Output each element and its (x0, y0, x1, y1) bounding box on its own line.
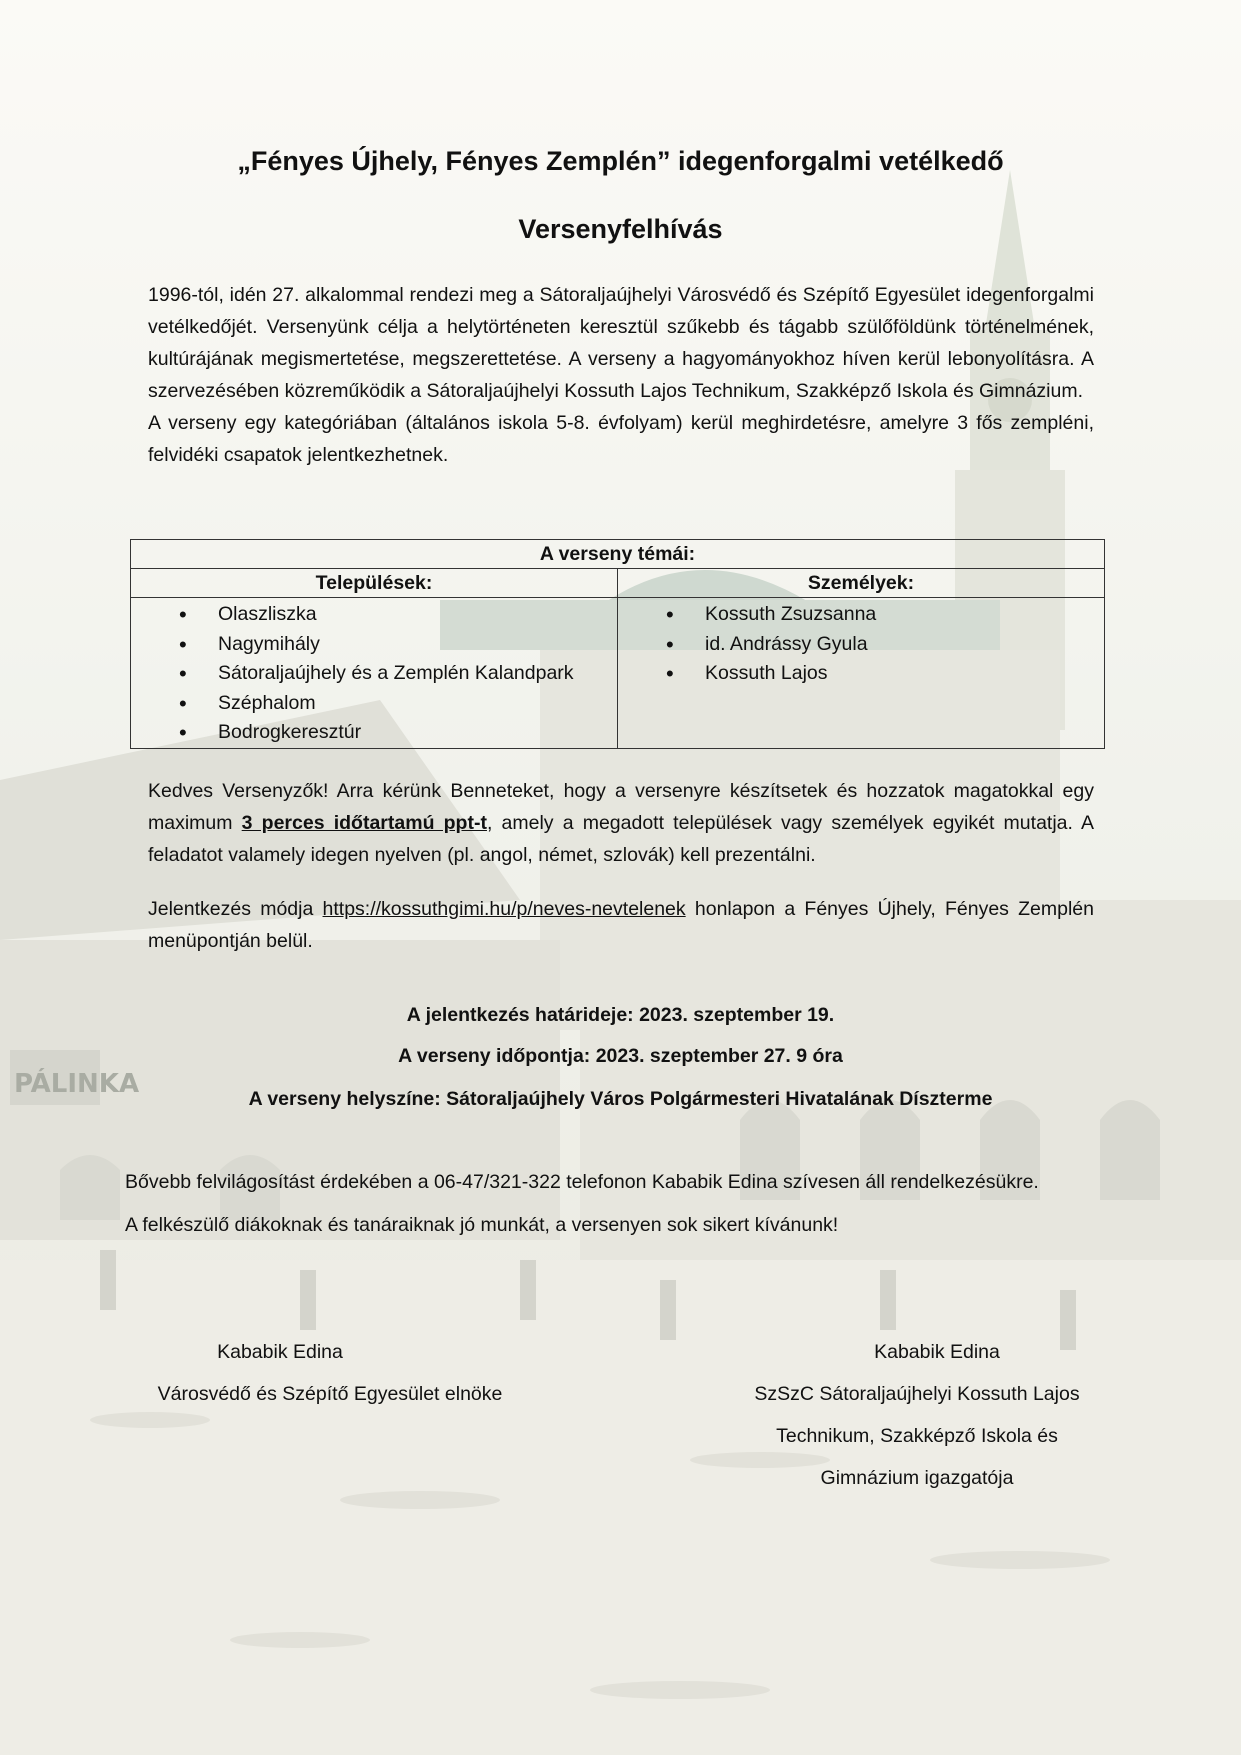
registration-paragraph (148, 893, 1094, 957)
intro-section (148, 279, 1094, 471)
date-line: A verseny időpontja: 2023. szeptember 27. 9 óra (398, 1045, 843, 1067)
list-item: • Széphalom (131, 689, 617, 719)
task-emphasis: 3 perces időtartamú ppt-t (241, 812, 487, 834)
wish-line: A felkészülő diákoknak és tanáraiknak jó munkát, a versenyen sok sikert kívánunk! (125, 1214, 839, 1236)
list-item: • Olaszliszka (131, 600, 617, 630)
settlements-cell (131, 598, 618, 749)
task-text-1: Kedves Versenyzők! Arra kérünk Benneteket, hogy a versenyre készítsetek és hozzatok magatokkal egy maximum (148, 780, 1094, 834)
registration-text-2: honlapon a Fényes Újhely, Fényes Zemplén menüpontján belül. (148, 898, 1094, 952)
list-item: • Kossuth Zsuzsanna (618, 600, 1104, 630)
list-item: • id. Andrássy Gyula (618, 630, 1104, 660)
topics-table (130, 539, 1105, 749)
task-section (148, 775, 1094, 871)
deadline-line: A jelentkezés határideje: 2023. szeptember 19. (406, 1004, 835, 1026)
registration-link[interactable]: https://kossuthgimi.hu/p/neves-nevtelenek (322, 898, 686, 920)
intro-paragraph-1: 1996-tól, idén 27. alkalommal rendezi meg a Sátoraljaújhelyi Városvédő és Szépítő Egyesület idegenforgalmi vetélkedőjét. Versenyünk célja a helytörténeten keresztül szűkebb és tágabb szülőföldünk történelmének, kultúrájának megismertetése, megszerettetése. A verseny a hagyományokhoz híven kerül lebonyolításra. A szervezésében közreműködik a Sátoraljaújhelyi Kossuth Lajos Technikum, Szakképző Iskola és Gimnázium. (148, 284, 1094, 402)
document-subtitle: Versenyfelhívás (518, 214, 723, 244)
settlements-header: Települések: (131, 569, 618, 598)
persons-header: Személyek: (618, 569, 1105, 598)
signature-right-role-3: Gimnázium igazgatója (820, 1467, 1014, 1489)
persons-cell (618, 598, 1105, 749)
persons-list (618, 598, 1104, 689)
signature-right-role-1: SzSzC Sátoraljaújhelyi Kossuth Lajos (754, 1383, 1080, 1405)
list-item: • Nagymihály (131, 630, 617, 660)
signature-right-role-2: Technikum, Szakképző Iskola és (776, 1425, 1058, 1447)
shop-sign-text: PÁLINKA (14, 1069, 140, 1099)
signature-left-name: Kababik Edina (217, 1341, 343, 1363)
list-item: • Sátoraljaújhely és a Zemplén Kalandpark (131, 659, 617, 689)
list-item: • Bodrogkeresztúr (131, 718, 617, 748)
document-title: „Fényes Újhely, Fényes Zemplén” idegenforgalmi vetélkedő (237, 146, 1004, 176)
signature-right (717, 1331, 1117, 1499)
contact-line: Bővebb felvilágosítást érdekében a 06-47/321-322 telefonon Kababik Edina szívesen áll rendelkezésükre. (125, 1171, 1039, 1193)
registration-text-1: Jelentkezés módja (148, 898, 323, 920)
settlements-list (131, 598, 617, 748)
venue-line: A verseny helyszíne: Sátoraljaújhely Város Polgármesteri Hivatalának Díszterme (248, 1088, 993, 1110)
signature-left-role: Városvédő és Szépítő Egyesület elnöke (157, 1383, 503, 1405)
task-text-2: , amely a megadott települések vagy személyek egyikét mutatja. A feladatot valamely idegen nyelven (pl. angol, német, szlovák) kell prezentálni. (148, 812, 1095, 866)
signature-left (130, 1331, 530, 1415)
list-item: • Kossuth Lajos (618, 659, 1104, 689)
registration-section (148, 893, 1094, 957)
task-paragraph (148, 775, 1094, 871)
signature-right-name: Kababik Edina (874, 1341, 1000, 1363)
intro-paragraph-2: A verseny egy kategóriában (általános iskola 5-8. évfolyam) kerül meghirdetésre, amelyre 3 fős zempléni, felvidéki csapatok jelentkezhetnek. (148, 412, 1094, 466)
topics-table-header: A verseny témái: (131, 540, 1105, 569)
